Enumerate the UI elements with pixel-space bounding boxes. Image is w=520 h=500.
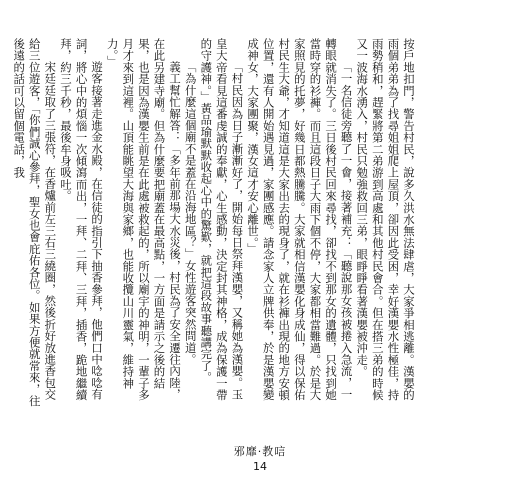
paragraph: 義工幫忙解答：「多年前那場大水災後，村民為了安全遷往內陸，在此另建寺廟。但為什麼要把廟蓋在最高點，一方面是請示之後的結果，也是因為漢嬰生前是在此處被救起的，所以廟宇的神明，一輩子多月才來到這裡。山頂能眺望大海與家鄉，也能收攬山川靈氣，維持神力。」: [105, 38, 183, 401]
paragraph: 「村民因為日子漸漸好了，開始每日祭拜漢嬰，又稱她為漢嬰。玉皇大帝看見這番虔誠的奉獻，心生感動，決定封其神格，成為保護一帶的守護神。」黃品瑜默默收起心中的驚歎，就把這段故事聽講完了。: [199, 38, 245, 401]
running-title: 邪靡·教唁: [233, 445, 287, 458]
paragraph: 「為什麼這個廟不是蓋在沿海地區？」女性遊客突然問道。: [183, 60, 198, 365]
paragraph: 宋廷廷取了三張符，在香爐前左三右三繞圈，然後折好放進香包交給三位遊客，「你們誠心參拜，聖女也會庇佑各位。如果方便就常來，往後遠的話可以留個電話，我: [12, 38, 58, 407]
paragraph: 遊客接著走進金水殿，在信徒的指引下抽香參拜，他們口中唸唸有詞，將心中的煩惱一次傾瀉而出，一拜、二拜、三拜，插香，跪地繼續拜，約三千秒，最後牟身吸吐。: [58, 38, 105, 401]
paragraph: 「一名信徒旁聽了一會，接著補充：「聽說那女孩被捲入急流，一轉眼就消失了。三日後村民回來尋找，卻找不到那女的遺體，只找到她當時穿的衫褲。而且這段日子大雨下個不停，大家都相當難過。於是大家照見的托夢，好幾日都熱騰騰。大家就相信漢嬰化身成仙，得以保佑村民生大爺，才知道這是大家出去的現身了，就在衫褲出現的地方安頓位置，還有人開始遇見過，家團感應。請念家人立牌供奉，於是漢嬰變成神女，大家團聚，漢女這才安心離世。」: [246, 38, 354, 401]
body-text: [12, 38, 416, 410]
paragraph: 按戶地扣門，警告村民，說多久洪水無法肆虐，大家爭相逃離。漢嬰的雨個弟弟為了找尋姐姐爬上屋頂，卻因此受困，幸好漢嬰水性極佳，持雨勢稍和，趕緊將第二弟游到高處和其他村民會合。但在搭三弟的時候又一波海水湧入，村民只勉強救回三弟，眼睜睜看著漢嬰被沖走。: [355, 38, 416, 401]
page-number: 14: [253, 460, 267, 473]
